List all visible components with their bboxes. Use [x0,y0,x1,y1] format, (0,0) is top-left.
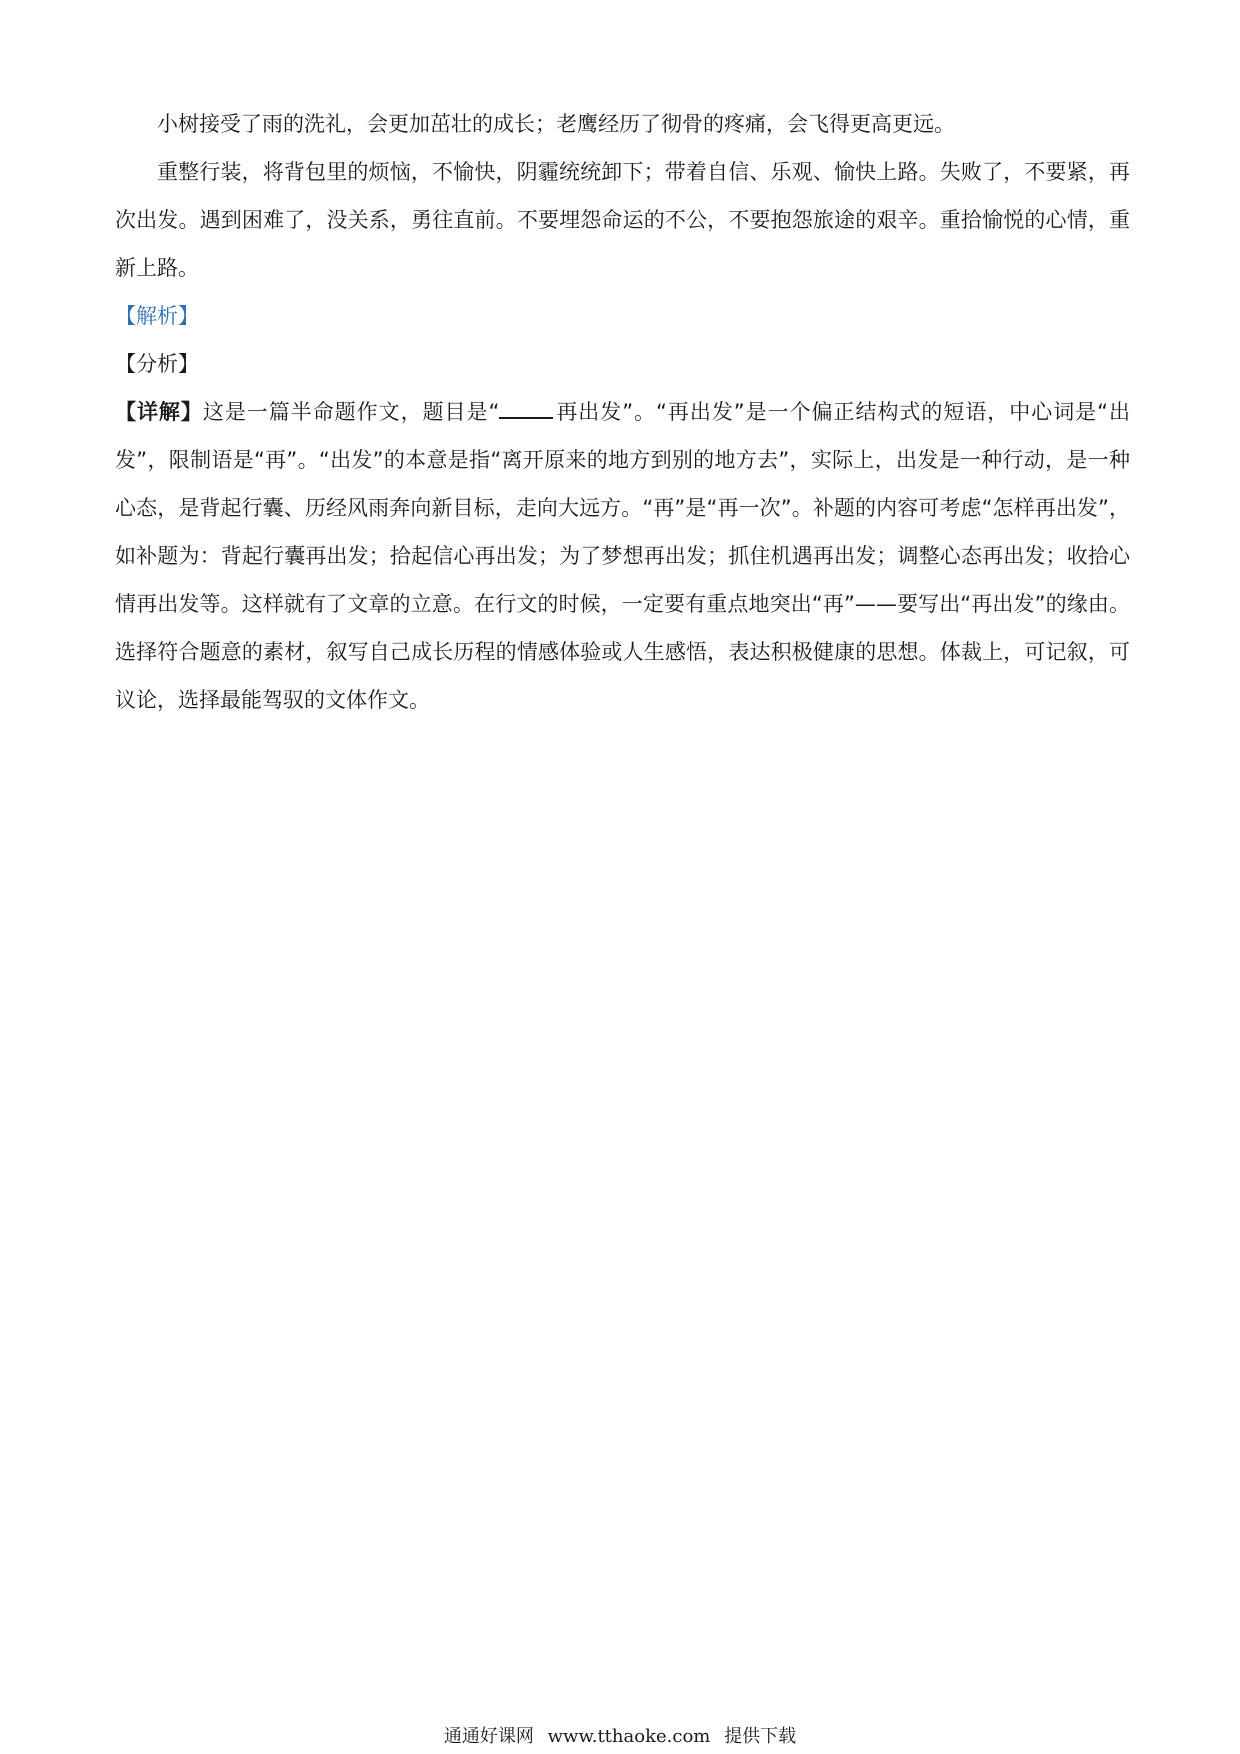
footer-suffix: 提供下载 [724,1726,797,1747]
essay-paragraph-1: 小树接受了雨的洗礼，会更加茁壮的成长；老鹰经历了彻骨的疼痛，会飞得更高更远。 [157,112,955,136]
fill-in-blank [499,397,553,419]
document-content [115,100,1130,724]
footer-url-link[interactable]: www.tthaoke.com [547,1726,711,1747]
footer-site-name: 通通好课网 [443,1726,534,1747]
essay-paragraph-2: 重整行装，将背包里的烦恼，不愉快，阴霾统统卸下；带着自信、乐观、愉快上路。失败了，不要紧，再次出发。遇到困难了，没关系，勇往直前。不要埋怨命运的不公，不要抱怨旅途的艰辛。重拾愉悦的心情，重新上路。 [115,160,1130,280]
fenxi-heading: 【分析】 [115,352,199,376]
page-footer [0,1722,1240,1748]
analysis-heading: 【解析】 [115,304,199,328]
detail-text-after-blank: 再出发”。“再出发”是一个偏正结构式的短语，中心词是“出发”，限制语是“再”。“出发”的本意是指“离开原来的地方到别的地方去”，实际上，出发是一种行动，是一种心态，是背起行囊、历经风雨奔向新目标，走向大远方。“再”是“再一次”。补题的内容可考虑“怎样再出发”，如补题为：背起行囊再出发；拾起信心再出发；为了梦想再出发；抓住机遇再出发；调整心态再出发；收拾心情再出发等。这样就有了文章的立意。在行文的时候，一定要有重点地突出“再”——要写出“再出发”的缘由。选择符合题意的素材，叙写自己成长历程的情感体验或人生感悟，表达积极健康的思想。体裁上，可记叙，可议论，选择最能驾驭的文体作文。 [115,400,1130,712]
detail-text-before-blank: 这是一篇半命题作文，题目是“ [202,400,500,424]
detail-label: 【详解】 [115,400,203,424]
detail-paragraph [115,388,1130,724]
